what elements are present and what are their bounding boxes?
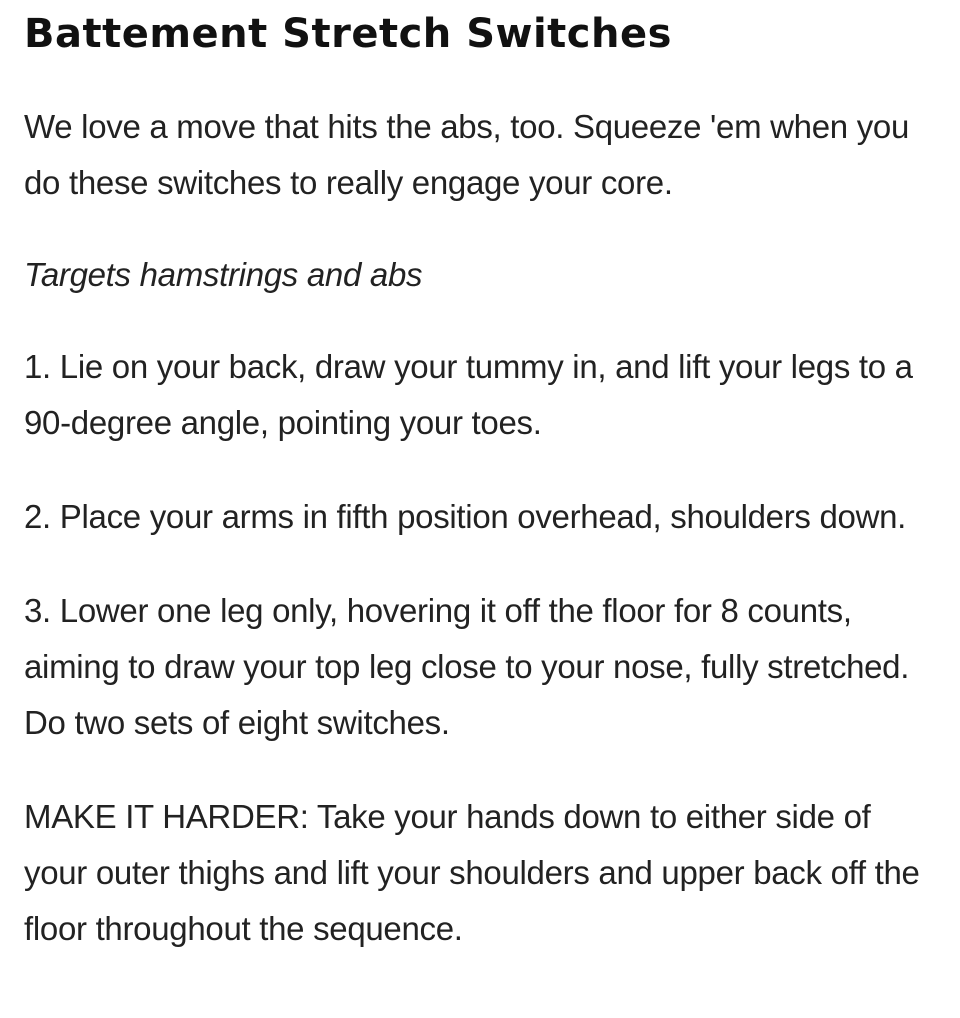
article-title: Battement Stretch Switches: [24, 11, 672, 57]
step-3: 3. Lower one leg only, hovering it off the floor for 8 counts, aiming to draw your top leg close to your nose, fully stretched. Do two sets of eight switches.: [24, 592, 910, 741]
intro-paragraph: We love a move that hits the abs, too. Squeeze 'em when you do these switches to really engage your core.: [24, 108, 910, 201]
step-2: 2. Place your arms in fifth position overhead, shoulders down.: [24, 498, 907, 535]
targets-note: Targets hamstrings and abs: [24, 256, 423, 293]
step-1: 1. Lie on your back, draw your tummy in, and lift your legs to a 90-degree angle, pointing your toes.: [24, 348, 913, 441]
make-it-harder-paragraph: MAKE IT HARDER: Take your hands down to either side of your outer thighs and lift your shoulders and upper back off the floor throughout the sequence.: [24, 798, 920, 947]
article: [24, 8, 936, 957]
